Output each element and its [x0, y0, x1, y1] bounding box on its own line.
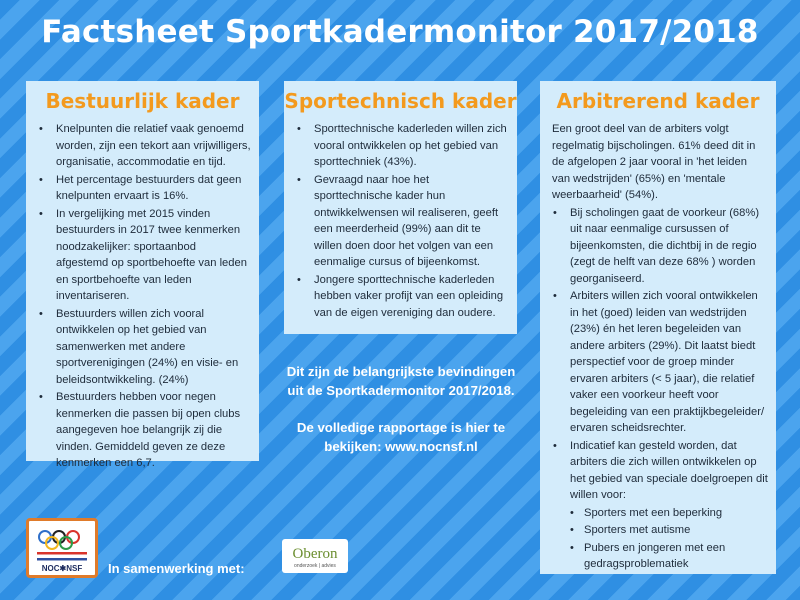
list-item: • In vergelijking met 2015 vinden bestuurders in 2017 twee kenmerken noodzakelijker: sportaanbod afgestemd op sportbehoefte van leden en sportbehoefte van leden inventariseren. [26, 206, 259, 305]
center-line-findings: Dit zijn de belangrijkste bevindingen uit de Sportkadermonitor 2017/2018. [286, 364, 516, 398]
card-intro: Een groot deel van de arbiters volgt regelmatig bijscholingen. 61% deed dit in de afgelopen 2 jaar vooral in 'het leiden van wedstrijden' (65%) en 'mentale weerbaarheid' (54%). [552, 123, 756, 201]
list-item: • Bij scholingen gaat de voorkeur (68%) uit naar eenmalige cursussen of bijeenkomsten, die dichtbij in de regio (zegt de helft van deze 68% ) worden georganiseerd. [540, 205, 776, 288]
oberon-logo-text: Oberon [292, 546, 338, 562]
noc-logo-text: NOC✱NSF [41, 564, 83, 573]
list-item: • Sporttechnische kaderleden willen zich vooral ontwikkelen op het gebied van sporttechniek (43%). [284, 121, 517, 171]
collaboration-label: In samenwerking met: [108, 561, 245, 576]
list-item: • Het percentage bestuurders dat geen knelpunten ervaart is 16%. [26, 172, 259, 205]
oberon-logo [282, 539, 348, 573]
list-item: • Knelpunten die relatief vaak genoemd worden, zijn een tekort aan vrijwilligers, organisatie, accommodatie en tijd. [26, 121, 259, 171]
card-arbitrerend [540, 81, 776, 574]
card-heading: Arbitrerend kader [556, 89, 760, 113]
list-item: • Gevraagd naar hoe het sporttechnische kader hun ontwikkelwensen wil realiseren, geeft een meerderheid (99%) aan dit te willen doen door het volgen van een eenmalige cursus of bijeenkomst. [284, 172, 517, 271]
center-message [280, 362, 522, 456]
page-title: Factsheet Sportkadermonitor 2017/2018 [41, 14, 759, 50]
olympic-rings-icon [29, 521, 95, 575]
sub-list-item: • Pubers en jongeren met een gedragsproblematiek [540, 540, 776, 573]
sub-list-item: • Sporters met een beperking [540, 505, 776, 522]
list-item: • Bestuurders willen zich vooral ontwikkelen op het gebied van samenwerken met andere sportverenigingen (24%) en visie- en beleidsontwikkeling. (24%) [26, 306, 259, 389]
list-item: • Indicatief kan gesteld worden, dat arbiters die zich willen ontwikkelen op het gebied van speciale doelgroepen dit willen voor: [540, 438, 776, 504]
list-item: • Bestuurders hebben voor negen kenmerken die passen bij open clubs aangegeven hoe belangrijk zij die vinden. Gemiddeld geven ze deze kenmerken een 6,7. [26, 389, 259, 472]
card-sporttechnisch [284, 81, 517, 334]
list-item: • Arbiters willen zich vooral ontwikkelen in het (goed) leiden van wedstrijden (23%) én het leren begeleiden van andere arbiters (29%). Dit laatst biedt perspectief voor de groep minder ervaren arbiters (< 5 jaar), die relatief vaker een voorkeur heeft voor begeleiding van een praktijkbegeleider/ ervaren scheidsrechter. [540, 288, 776, 437]
card-heading: Sportechnisch kader [284, 89, 517, 113]
oberon-logo-mark [282, 539, 348, 573]
oberon-tagline: onderzoek | advies [294, 563, 336, 569]
bullet-list [26, 121, 259, 472]
noc-nsf-logo [26, 518, 98, 578]
list-item: • Jongere sporttechnische kaderleden hebben vaker profijt van een opleiding van de eigen vereniging dan oudere. [284, 272, 517, 322]
card-bestuurlijk [26, 81, 259, 469]
card-heading: Bestuurlijk kader [45, 89, 240, 113]
sub-list-item: • Sporters met autisme [540, 522, 776, 539]
bullet-list [540, 205, 776, 573]
center-line-report-link[interactable]: De volledige rapportage is hier te bekijken: www.nocnsf.nl [296, 420, 506, 454]
bullet-list [284, 121, 517, 321]
